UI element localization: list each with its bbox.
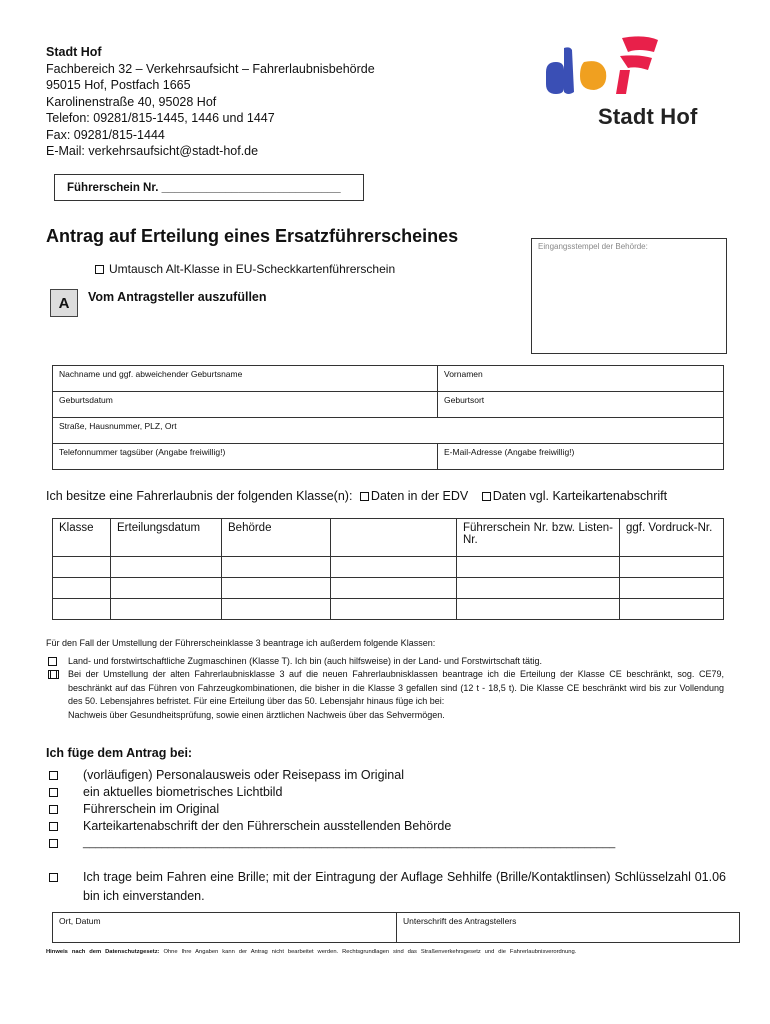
- stadt-hof-logo: [540, 34, 730, 134]
- nachweis-sehvermoegen: einen ärztlichen Nachweis über das Sehvermögen.: [241, 709, 445, 720]
- checkbox-icon[interactable]: [49, 771, 58, 780]
- checkbox-icon[interactable]: [482, 492, 491, 501]
- beilagen-title: Ich füge dem Antrag bei:: [46, 746, 193, 760]
- list-item[interactable]: (vorläufigen) Personalausweis oder Reisepass im Original: [46, 767, 736, 784]
- address-line: Telefon: 09281/815-1445, 1446 und 1447: [46, 111, 275, 125]
- checkbox-icon[interactable]: [49, 788, 58, 797]
- geburtsort-field[interactable]: Geburtsort: [438, 392, 724, 418]
- header-behoerde: Behörde: [222, 519, 331, 557]
- list-item[interactable]: Karteikartenabschrift der den Führerschein ausstellenden Behörde: [46, 818, 736, 835]
- klasse-ce79-text: Bei der Umstellung der alten Fahrerlaubnisklasse 3 auf die neuen Fahrerlaubnisklassen beantrage ich die Erteilung der Klasse CE beschränkt, sog. CE79, beschränkt auf das Führen von Fahrzeugkombinationen, die bisher in die Klasse 3 gefallen sind (12 t - 18,5 t). Die Klasse CE beschränkt wird bis zur Vollendung des 50. Lebensjahres befristet. Für eine Erteilung über das 50. Lebensjahr hinaus füge ich bei:: [68, 669, 724, 706]
- ort-datum-field[interactable]: Ort, Datum: [53, 913, 397, 943]
- address-line: Fachbereich 32 – Verkehrsaufsicht – Fahrerlaubnisbehörde: [46, 61, 375, 76]
- checkbox-icon[interactable]: [48, 657, 57, 666]
- besitz-text: Ich besitze eine Fahrerlaubnis der folgenden Klasse(n):: [46, 489, 353, 503]
- eingangsstempel-box: [531, 238, 727, 354]
- umstellung-intro: Für den Fall der Umstellung der Führerscheinklasse 3 beantrage ich außerdem folgende Klassen:: [46, 638, 436, 648]
- vornamen-field[interactable]: Vornamen: [438, 366, 724, 392]
- address-line: 95015 Hof, Postfach 1665: [46, 78, 191, 92]
- option-karteikarte: Daten vgl. Karteikartenabschrift: [492, 489, 668, 503]
- header-fuehrerschein-nr: Führerschein Nr. bzw. Listen-Nr.: [457, 519, 620, 557]
- section-a-badge: A: [50, 289, 78, 317]
- hinweis-label: Hinweis nach dem Datenschutzgesetz:: [46, 949, 160, 955]
- personal-data-table: [52, 365, 724, 470]
- header-klasse: Klasse: [53, 519, 111, 557]
- email-field[interactable]: E-Mail-Adresse (Angabe freiwillig!): [438, 444, 724, 470]
- org-name: Stadt Hof: [46, 45, 102, 59]
- list-item-blank[interactable]: _______________________________________________________________________________________: [46, 835, 736, 852]
- header-empty: [331, 519, 457, 557]
- section-a-label: Vom Antragsteller auszufüllen: [88, 290, 267, 304]
- sender-address: [46, 44, 375, 160]
- geburtsdatum-field[interactable]: Geburtsdatum: [53, 392, 438, 418]
- checkbox-icon[interactable]: [50, 670, 59, 679]
- table-row: [53, 578, 724, 599]
- nachname-field[interactable]: Nachname und ggf. abweichender Geburtsname: [53, 366, 438, 392]
- address-line: E-Mail: verkehrsaufsicht@stadt-hof.de: [46, 144, 259, 158]
- checkbox-icon[interactable]: [49, 839, 58, 848]
- brille-option[interactable]: [46, 868, 726, 906]
- signature-table: [52, 912, 740, 943]
- document-title: Antrag auf Erteilung eines Ersatzführerscheines: [46, 226, 459, 246]
- unterschrift-field[interactable]: Unterschrift des Antragstellers: [397, 913, 740, 943]
- beilagen-list: [46, 767, 736, 852]
- umtausch-option[interactable]: [95, 262, 395, 276]
- fuehrerschein-nr-field[interactable]: Führerschein Nr. ____________________________: [54, 174, 364, 201]
- brille-text: Ich trage beim Fahren eine Brille; mit der Eintragung der Auflage Sehhilfe (Brille/Kontaktlinsen) Schlüsselzahl 01.06 bin ich einverstanden.: [83, 870, 726, 903]
- checkbox-icon[interactable]: [360, 492, 369, 501]
- header-erteilungsdatum: Erteilungsdatum: [111, 519, 222, 557]
- checkbox-icon[interactable]: [49, 873, 58, 882]
- fahrerlaubnis-besitz-line: [46, 489, 667, 503]
- telefon-field[interactable]: Telefonnummer tagsüber (Angabe freiwillig!): [53, 444, 438, 470]
- option-klasse-ce79[interactable]: [46, 668, 724, 722]
- header-vordruck-nr: ggf. Vordruck-Nr.: [620, 519, 724, 557]
- klasse-t-text: Land- und forstwirtschaftliche Zugmaschinen (Klasse T). Ich bin (auch hilfsweise) in der Land- und Forstwirtschaft tätig.: [68, 655, 543, 666]
- logo-text: Stadt Hof: [598, 104, 698, 129]
- hinweis-text: Ohne Ihre Angaben kann der Antrag nicht bearbeitet werden. Rechtsgrundlagen sind das Straßenverkehrsgesetz und die Fahrerlaubnisverordnung.: [163, 949, 577, 955]
- checkbox-icon[interactable]: [49, 822, 58, 831]
- table-row: [53, 599, 724, 620]
- checkbox-icon[interactable]: [49, 805, 58, 814]
- address-line: Karolinenstraße 40, 95028 Hof: [46, 94, 217, 109]
- list-item[interactable]: ein aktuelles biometrisches Lichtbild: [46, 784, 736, 801]
- nachweis-gesundheit: Nachweis über Gesundheitsprüfung, sowie: [68, 709, 240, 720]
- option-klasse-t[interactable]: [46, 655, 724, 669]
- umstellung-section: [46, 637, 724, 722]
- option-edv: Daten in der EDV: [370, 489, 469, 503]
- address-line: Fax: 09281/815-1444: [46, 127, 165, 142]
- klassen-table: [52, 518, 724, 620]
- datenschutz-hinweis: [46, 949, 726, 955]
- list-item[interactable]: Führerschein im Original: [46, 801, 736, 818]
- umtausch-label: Umtausch Alt-Klasse in EU-Scheckkartenführerschein: [109, 262, 396, 276]
- hof-logo-icon: [540, 34, 730, 104]
- table-row: [53, 557, 724, 578]
- stamp-label: Eingangsstempel der Behörde:: [538, 242, 648, 251]
- strasse-field[interactable]: Straße, Hausnummer, PLZ, Ort: [53, 418, 724, 444]
- checkbox-icon[interactable]: [95, 265, 104, 274]
